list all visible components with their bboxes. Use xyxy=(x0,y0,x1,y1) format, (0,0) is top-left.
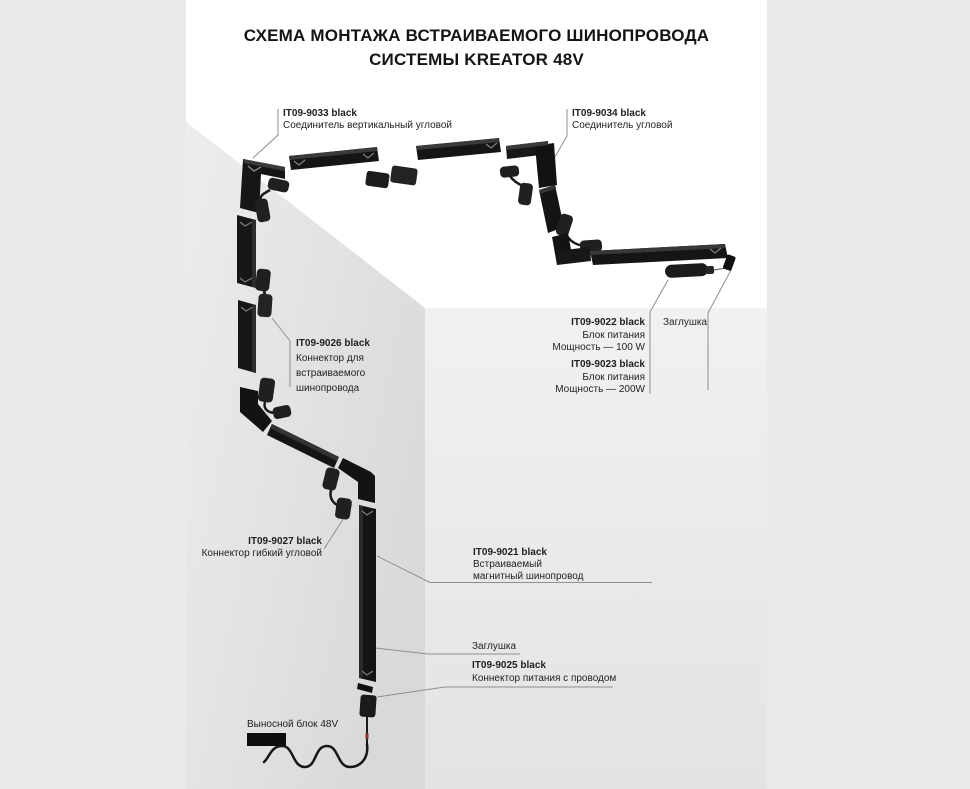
label-it09-9025: IT09-9025 black Коннектор питания с проводом xyxy=(472,660,617,684)
label-it09-9022: IT09-9022 black Блок питания Мощность — 100 W xyxy=(552,317,645,353)
label-it09-9023: IT09-9023 black Блок питания Мощность — 200W xyxy=(555,359,645,395)
label-it09-9027: IT09-9027 black Коннектор гибкий угловой xyxy=(201,536,322,559)
label-it09-9021: IT09-9021 black Встраиваемый магнитный шинопровод xyxy=(473,547,584,582)
power-connector-9025 xyxy=(359,694,376,717)
track-segment-9021 xyxy=(359,505,376,682)
label-it09-9033: IT09-9033 black Соединитель вертикальный угловой xyxy=(283,108,453,131)
label-it09-9026: IT09-9026 black Коннектор для встраиваемого шинопровода xyxy=(296,338,370,394)
label-plug-bottom: Заглушка xyxy=(472,641,517,652)
title-line-1: СХЕМА МОНТАЖА ВСТРАИВАЕМОГО ШИНОПРОВОДА xyxy=(243,26,710,45)
track-segment-left-v1 xyxy=(237,215,256,288)
diagram-title xyxy=(186,24,767,72)
cord-band xyxy=(366,733,369,739)
label-external-block: Выносной блок 48V xyxy=(247,719,339,730)
external-power-block xyxy=(247,733,286,746)
track-segment-left-v2 xyxy=(238,300,256,373)
label-it09-9034: IT09-9034 black Соединитель угловой xyxy=(572,108,673,131)
label-plug-top: Заглушка xyxy=(663,317,708,328)
title-line-2: СИСТЕМЫ KREATOR 48V xyxy=(369,50,584,69)
